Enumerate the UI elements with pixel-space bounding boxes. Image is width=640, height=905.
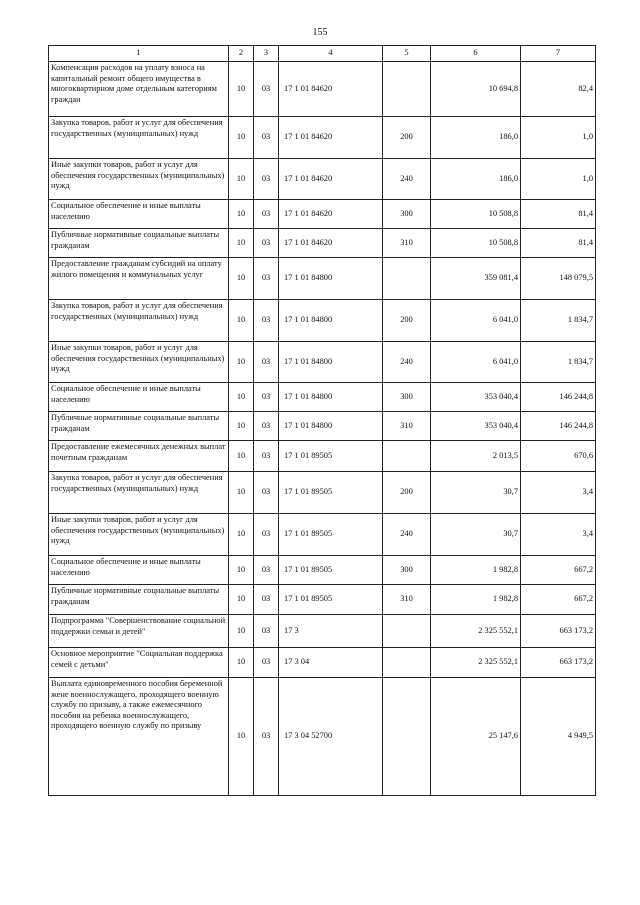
target-article-code: 17 1 01 84800 [279, 300, 383, 342]
subsection-code: 03 [254, 441, 279, 472]
row-description: Иные закупки товаров, работ и услуг для обеспечения государственных (муниципальных) нужд [49, 342, 229, 383]
table-row [49, 514, 596, 556]
target-article-code: 17 1 01 84620 [279, 159, 383, 200]
subsection-code: 03 [254, 648, 279, 678]
row-description: Социальное обеспечение и иные выплаты населению [49, 383, 229, 412]
target-article-code: 17 1 01 84620 [279, 200, 383, 229]
section-code: 10 [229, 472, 254, 514]
section-code: 10 [229, 585, 254, 615]
expense-type-code: 310 [383, 585, 431, 615]
target-article-code: 17 1 01 84620 [279, 117, 383, 159]
target-article-code: 17 3 04 [279, 648, 383, 678]
amount-executed: 1 834,7 [521, 300, 596, 342]
section-code: 10 [229, 200, 254, 229]
row-description: Публичные нормативные социальные выплаты гражданам [49, 229, 229, 258]
amount-executed: 667,2 [521, 556, 596, 585]
amount-executed: 146 244,8 [521, 383, 596, 412]
section-code: 10 [229, 615, 254, 648]
row-description: Социальное обеспечение и иные выплаты населению [49, 556, 229, 585]
expense-type-code [383, 678, 431, 796]
amount-executed: 4 949,5 [521, 678, 596, 796]
amount-plan: 2 325 552,1 [431, 648, 521, 678]
expense-type-code: 240 [383, 342, 431, 383]
amount-plan: 10 508,8 [431, 200, 521, 229]
target-article-code: 17 1 01 84800 [279, 383, 383, 412]
table-row [49, 648, 596, 678]
expense-type-code [383, 258, 431, 300]
expense-type-code: 200 [383, 117, 431, 159]
amount-executed: 81,4 [521, 200, 596, 229]
column-header: 7 [521, 46, 596, 62]
expense-type-code [383, 441, 431, 472]
subsection-code: 03 [254, 300, 279, 342]
expense-type-code [383, 615, 431, 648]
row-description: Публичные нормативные социальные выплаты гражданам [49, 585, 229, 615]
row-description: Закупка товаров, работ и услуг для обеспечения государственных (муниципальных) нужд [49, 472, 229, 514]
target-article-code: 17 1 01 84800 [279, 412, 383, 441]
amount-plan: 359 081,4 [431, 258, 521, 300]
amount-executed: 1,0 [521, 117, 596, 159]
expense-type-code: 200 [383, 472, 431, 514]
amount-plan: 30,7 [431, 472, 521, 514]
subsection-code: 03 [254, 200, 279, 229]
row-description: Основное мероприятие "Социальная поддержка семей с детьми" [49, 648, 229, 678]
subsection-code: 03 [254, 117, 279, 159]
header-row [49, 46, 596, 62]
row-description: Иные закупки товаров, работ и услуг для обеспечения государственных (муниципальных) нужд [49, 514, 229, 556]
amount-plan: 30,7 [431, 514, 521, 556]
section-code: 10 [229, 62, 254, 117]
subsection-code: 03 [254, 472, 279, 514]
target-article-code: 17 3 04 52700 [279, 678, 383, 796]
amount-plan: 6 041,0 [431, 300, 521, 342]
subsection-code: 03 [254, 585, 279, 615]
section-code: 10 [229, 300, 254, 342]
amount-plan: 1 982,8 [431, 556, 521, 585]
amount-plan: 186,0 [431, 117, 521, 159]
section-code: 10 [229, 514, 254, 556]
amount-executed: 1,0 [521, 159, 596, 200]
amount-executed: 663 173,2 [521, 615, 596, 648]
target-article-code: 17 1 01 89505 [279, 585, 383, 615]
target-article-code: 17 1 01 89505 [279, 514, 383, 556]
target-article-code: 17 1 01 84800 [279, 258, 383, 300]
expense-type-code: 310 [383, 229, 431, 258]
row-description: Подпрограмма "Совершенствование социальной поддержки семьи и детей" [49, 615, 229, 648]
amount-plan: 2 013,5 [431, 441, 521, 472]
amount-executed: 82,4 [521, 62, 596, 117]
row-description: Закупка товаров, работ и услуг для обеспечения государственных (муниципальных) нужд [49, 300, 229, 342]
subsection-code: 03 [254, 258, 279, 300]
table-row [49, 585, 596, 615]
table-row [49, 615, 596, 648]
amount-plan: 6 041,0 [431, 342, 521, 383]
expense-type-code: 310 [383, 412, 431, 441]
table-row [49, 159, 596, 200]
section-code: 10 [229, 117, 254, 159]
subsection-code: 03 [254, 556, 279, 585]
column-header: 3 [254, 46, 279, 62]
section-code: 10 [229, 556, 254, 585]
amount-executed: 667,2 [521, 585, 596, 615]
amount-plan: 10 694,8 [431, 62, 521, 117]
subsection-code: 03 [254, 62, 279, 117]
column-header: 1 [49, 46, 229, 62]
target-article-code: 17 1 01 89505 [279, 556, 383, 585]
target-article-code: 17 1 01 84620 [279, 62, 383, 117]
table-row [49, 229, 596, 258]
section-code: 10 [229, 342, 254, 383]
row-description: Предоставление гражданам субсидий на оплату жилого помещения и коммунальных услуг [49, 258, 229, 300]
amount-executed: 148 079,5 [521, 258, 596, 300]
row-description: Публичные нормативные социальные выплаты гражданам [49, 412, 229, 441]
amount-executed: 670,6 [521, 441, 596, 472]
table-row [49, 62, 596, 117]
amount-plan: 353 040,4 [431, 412, 521, 441]
section-code: 10 [229, 383, 254, 412]
subsection-code: 03 [254, 342, 279, 383]
subsection-code: 03 [254, 514, 279, 556]
section-code: 10 [229, 229, 254, 258]
expense-type-code: 200 [383, 300, 431, 342]
amount-executed: 3,4 [521, 514, 596, 556]
subsection-code: 03 [254, 678, 279, 796]
target-article-code: 17 1 01 89505 [279, 472, 383, 514]
row-description: Компенсация расходов на уплату взноса на капитальный ремонт общего имущества в многоквартирном доме отдельным категориям граждан [49, 62, 229, 117]
expense-type-code [383, 62, 431, 117]
section-code: 10 [229, 412, 254, 441]
subsection-code: 03 [254, 412, 279, 441]
row-description: Выплата единовременного пособия беременной жене военнослужащего, проходящего военную службу по призыву, а также ежемесячного пособия на ребенка военнослужащего, проходящего военную службу по призыву [49, 678, 229, 796]
budget-table [48, 45, 596, 796]
section-code: 10 [229, 159, 254, 200]
amount-plan: 1 982,8 [431, 585, 521, 615]
amount-executed: 1 834,7 [521, 342, 596, 383]
target-article-code: 17 1 01 84800 [279, 342, 383, 383]
table-row [49, 342, 596, 383]
expense-type-code [383, 648, 431, 678]
amount-executed: 3,4 [521, 472, 596, 514]
amount-executed: 663 173,2 [521, 648, 596, 678]
amount-plan: 353 040,4 [431, 383, 521, 412]
expense-type-code: 300 [383, 200, 431, 229]
target-article-code: 17 3 [279, 615, 383, 648]
subsection-code: 03 [254, 383, 279, 412]
section-code: 10 [229, 678, 254, 796]
table-row [49, 678, 596, 796]
table-row [49, 300, 596, 342]
subsection-code: 03 [254, 229, 279, 258]
subsection-code: 03 [254, 615, 279, 648]
table-row [49, 441, 596, 472]
amount-executed: 146 244,8 [521, 412, 596, 441]
target-article-code: 17 1 01 89505 [279, 441, 383, 472]
target-article-code: 17 1 01 84620 [279, 229, 383, 258]
amount-executed: 81,4 [521, 229, 596, 258]
column-header: 4 [279, 46, 383, 62]
section-code: 10 [229, 441, 254, 472]
expense-type-code: 300 [383, 556, 431, 585]
amount-plan: 186,0 [431, 159, 521, 200]
table-row [49, 383, 596, 412]
subsection-code: 03 [254, 159, 279, 200]
column-header: 5 [383, 46, 431, 62]
column-header: 2 [229, 46, 254, 62]
expense-type-code: 240 [383, 514, 431, 556]
row-description: Предоставление ежемесячных денежных выплат почетным гражданам [49, 441, 229, 472]
table-row [49, 472, 596, 514]
row-description: Иные закупки товаров, работ и услуг для обеспечения государственных (муниципальных) нужд [49, 159, 229, 200]
page-number: 155 [312, 27, 328, 38]
expense-type-code: 300 [383, 383, 431, 412]
expense-type-code: 240 [383, 159, 431, 200]
table-row [49, 412, 596, 441]
table-row [49, 258, 596, 300]
row-description: Закупка товаров, работ и услуг для обеспечения государственных (муниципальных) нужд [49, 117, 229, 159]
amount-plan: 25 147,6 [431, 678, 521, 796]
row-description: Социальное обеспечение и иные выплаты населению [49, 200, 229, 229]
amount-plan: 2 325 552,1 [431, 615, 521, 648]
table-row [49, 117, 596, 159]
table-row [49, 200, 596, 229]
section-code: 10 [229, 648, 254, 678]
table-row [49, 556, 596, 585]
section-code: 10 [229, 258, 254, 300]
amount-plan: 10 508,8 [431, 229, 521, 258]
column-header: 6 [431, 46, 521, 62]
